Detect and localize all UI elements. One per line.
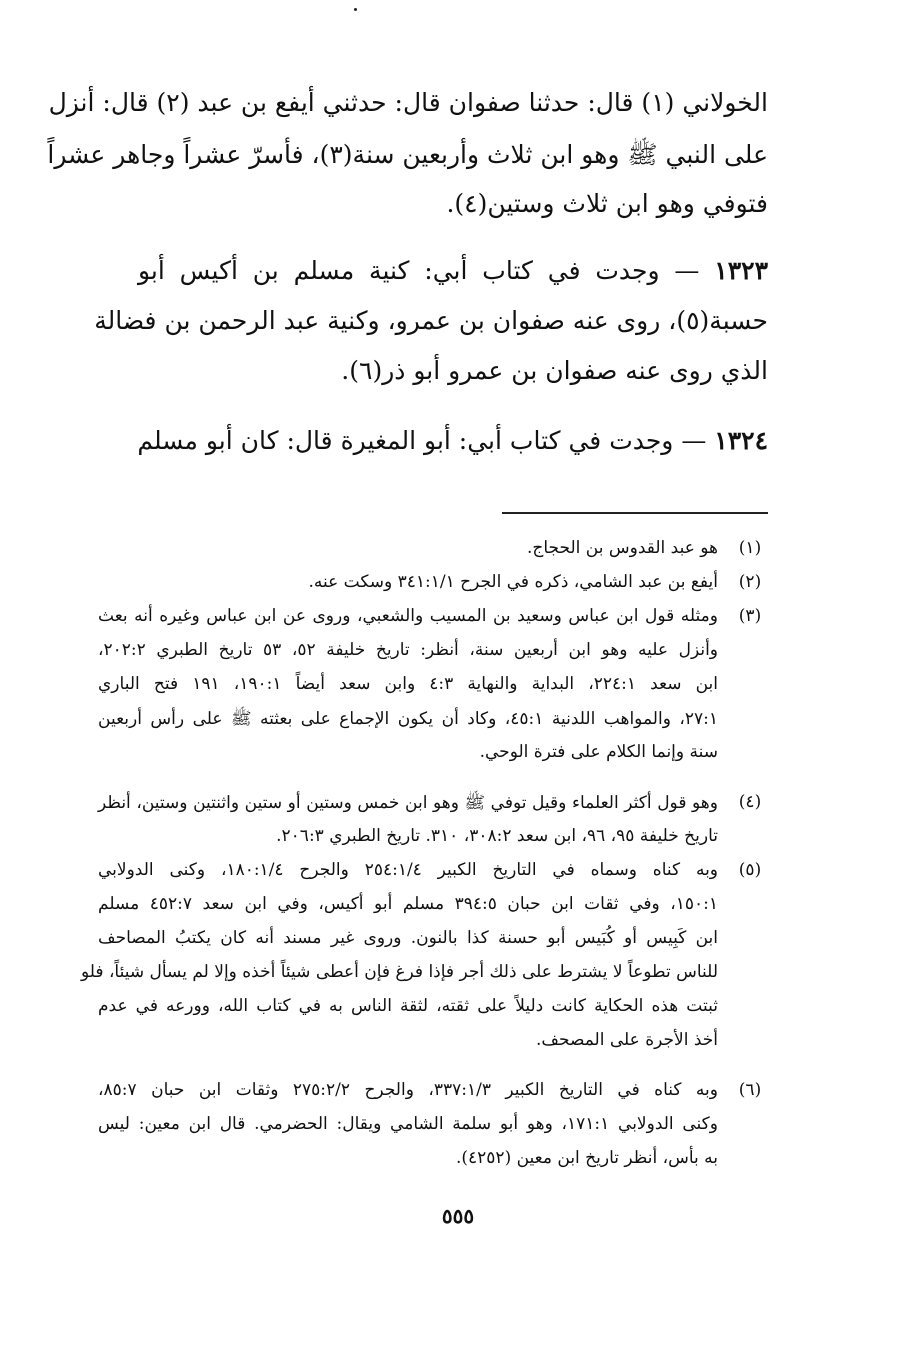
footnote-line: ابن كَبِيس أو كُبَيس أبو حسنة كذا بالنون. وروى غير مسند أنه كان يكتبُ المصاحف [98, 928, 718, 948]
entry-1324-first-line [138, 426, 768, 455]
entry-number: ١٣٢٣ [714, 256, 768, 285]
footnote-label: (٥) [738, 860, 762, 880]
footnote-line: ابن سعد ٢٢٤:١، البداية والنهاية ٤:٣ وابن سعد أيضاً ١٩٠:١، ١٩١ فتح الباري [98, 674, 719, 694]
footnote-line: وأنزل عليه وهو ابن أربعين سنة، أنظر: تاريخ خليفة ٥٢، ٥٣ تاريخ الطبري ٢٠٢:٢، [98, 640, 719, 660]
footnote-line: ٢٧:١، والمواهب اللدنية ٤٥:١، وكاد أن يكون الإجماع على بعثته ﷺ على رأس أربعين [98, 709, 718, 729]
footnote-line: ومثله قول ابن عباس وسعيد بن المسيب والشعبي، وروى عن ابن عباس وغيره أنه بعث [98, 606, 718, 626]
footnote-line: أخذ الأجرة على المصحف. [536, 1030, 718, 1050]
footnote-label: (١) [738, 538, 762, 558]
entry-number: ١٣٢٤ [714, 426, 768, 455]
entry-1323-first-line [138, 256, 768, 285]
main-text-line: فتوفي وهو ابن ثلاث وستين(٤). [446, 189, 768, 218]
footnote-line: للناس تطوعاً لا يشترط على ذلك أجر فإذا فرغ فإن أعطى شيئاً أخذه وإلا لم يسأل شيئاً، فلو [81, 962, 718, 982]
entry-text: — وجدت في كتاب أبي: أبو المغيرة قال: كان أبو مسلم [137, 426, 707, 455]
footnote-line: وبه كناه في التاريخ الكبير ٣٣٧:١/٣، والجرح ٢٧٥:٢/٢ وثقات ابن حبان ٨٥:٧، [98, 1080, 718, 1100]
footnote-label: (٢) [738, 572, 762, 592]
footnote-line: ثبتت هذه الحكاية كانت دليلاً على ثقته، لثقة الناس به في كتاب الله، وورعه في عدم [98, 996, 718, 1016]
page-mark [354, 8, 357, 11]
footnote-line: وكنى الدولابي ١٧١:١، وهو أبو سلمة الشامي ويقال: الحضرمي. قال ابن معين: ليس [98, 1114, 718, 1134]
footnote-label: (٤) [738, 792, 762, 812]
footnote-line: وهو قول أكثر العلماء وقيل توفي ﷺ وهو ابن خمس وستين أو ستين واثنتين وستين، أنظر [98, 793, 718, 813]
footnote-label: (٣) [738, 606, 762, 626]
footnote-line: به بأس، أنظر تاريخ ابن معين (٤٢٥٢). [455, 1148, 718, 1168]
main-text-line: الخولاني (١) قال: حدثنا صفوان قال: حدثني أيفع بن عبد (٢) قال: أنزل [48, 88, 768, 117]
entry-text: — وجدت في كتاب أبي: كنية مسلم بن أكيس أبو [138, 256, 700, 285]
footnote-line: سنة وإنما الكلام على فترة الوحي. [479, 742, 718, 762]
footnote-line: تاريخ خليفة ٩٥، ٩٦، ابن سعد ٣٠٨:٢، ٣١٠. تاريخ الطبري ٢٠٦:٣. [276, 826, 718, 846]
main-text-line: على النبي ﷺ وهو ابن ثلاث وأربعين سنة(٣)، فأسرّ عشراً وجاهر عشراً [47, 140, 768, 169]
main-text-line: الذي روى عنه صفوان بن عمرو أبو ذر(٦). [341, 356, 768, 385]
footnote-line: هو عبد القدوس بن الحجاج. [526, 538, 718, 558]
footnote-line: وبه كناه وسماه في التاريخ الكبير ٢٥٤:١/٤ والجرح ١٨٠:١/٤، وكنى الدولابي [98, 860, 719, 880]
footnote-separator [502, 512, 768, 514]
page-number: ٥٥٥ [441, 1204, 475, 1228]
footnote-line: ١٥٠:١، وفي ثقات ابن حبان ٣٩٤:٥ مسلم أبو أكيس، وفي ابن سعد ٤٥٢:٧ مسلم [98, 894, 718, 914]
footnote-label: (٦) [738, 1080, 762, 1100]
footnote-line: أيفع بن عبد الشامي، ذكره في الجرح ٣٤١:١/١ وسكت عنه. [308, 572, 718, 592]
main-text-line: حسبة(٥)، روى عنه صفوان بن عمرو، وكنية عبد الرحمن بن فضالة [94, 306, 768, 335]
